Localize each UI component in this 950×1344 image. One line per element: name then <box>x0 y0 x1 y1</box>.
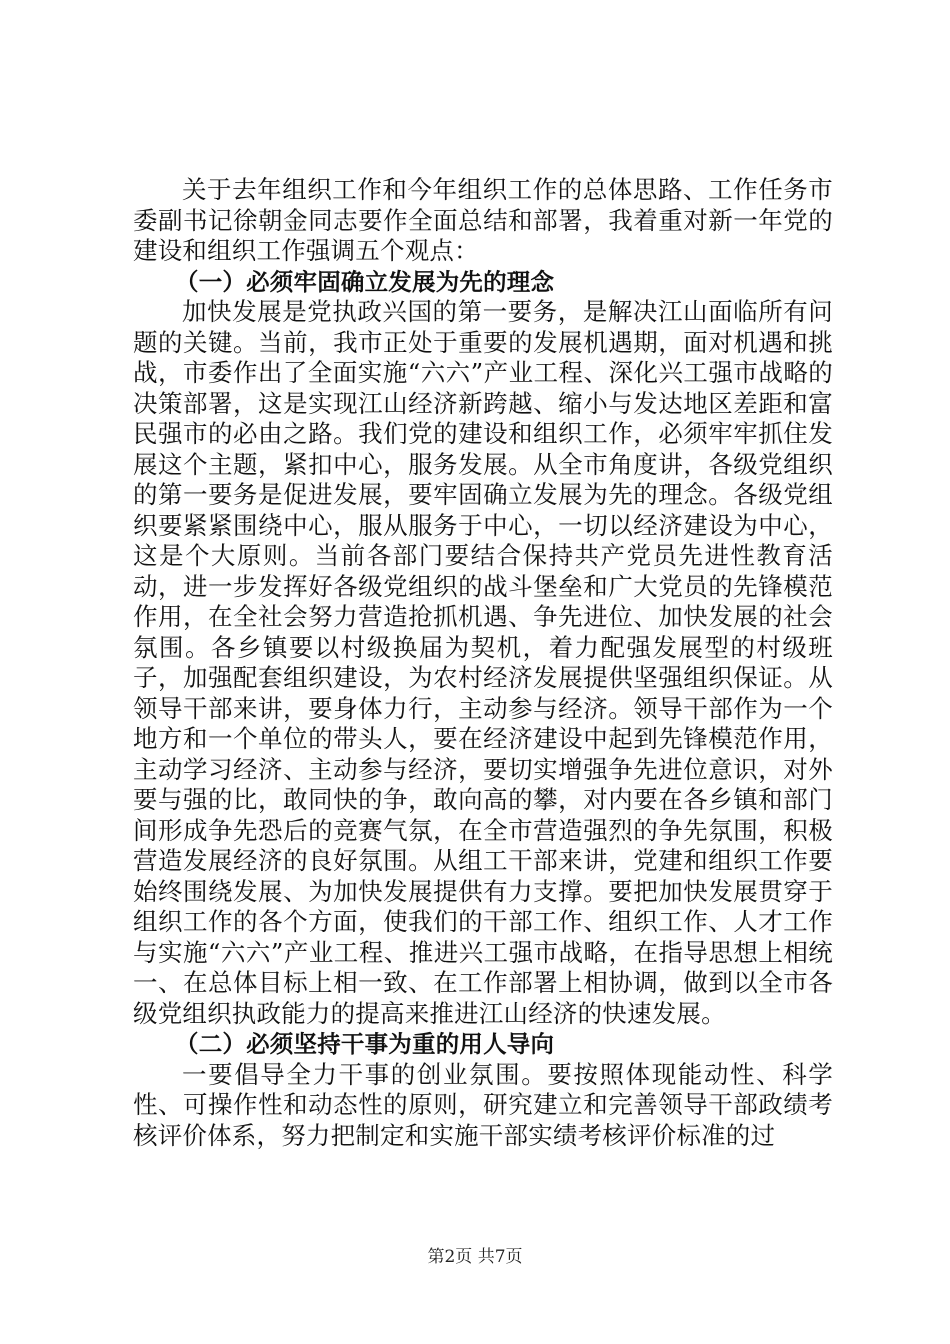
paragraph-section-1: 加快发展是党执政兴国的第一要务，是解决江山面临所有问题的关键。当前，我市正处于重要的发展机遇期，面对机遇和挑战，市委作出了全面实施“六六”产业工程、深化兴工强市战略的决策部署，这是实现江山经济新跨越、缩小与发达地区差距和富民强市的必由之路。我们党的建设和组织工作，必须牢牢抓住发展这个主题，紧扣中心，服务发展。从全市角度讲，各级党组织的第一要务是促进发展，要牢固确立发展为先的理念。各级党组织要紧紧围绕中心，服从服务于中心，一切以经济建设为中心，这是个大原则。当前各部门要结合保持共产党员先进性教育活动，进一步发挥好各级党组织的战斗堡垒和广大党员的先锋模范作用，在全社会努力营造抢抓机遇、争先进位、加快发展的社会氛围。各乡镇要以村级换届为契机，着力配强发展型的村级班子，加强配套组织建设，为农村经济发展提供坚强组织保证。从领导干部来讲，要身体力行，主动参与经济。领导干部作为一个地方和一个单位的带头人，要在经济建设中起到先锋模范作用，主动学习经济、主动参与经济，要切实增强争先进位意识，对外要与强的比，敢同快的争，敢向高的攀，对内要在各乡镇和部门间形成争先恐后的竞赛气氛，在全市营造强烈的争先氛围，积极营造发展经济的良好氛围。从组工干部来讲，党建和组织工作要始终围绕发展、为加快发展提供有力支撑。要把加快发展贯穿于组织工作的各个方面，使我们的干部工作、组织工作、人才工作与实施“六六”产业工程、推进兴工强市战略，在指导思想上相统一、在总体目标上相一致、在工作部署上相协调，做到以全市各级党组织执政能力的提高来推进江山经济的快速发展。 <box>133 297 833 1028</box>
paragraph-section-2: 一要倡导全力干事的创业氛围。要按照体现能动性、科学性、可操作性和动态性的原则，研究建立和完善领导干部政绩考核评价体系，努力把制定和实施干部实绩考核评价标准的过 <box>133 1059 833 1150</box>
document-body <box>133 175 833 1151</box>
section-heading-1: （一）必须牢固确立发展为先的理念 <box>175 267 555 296</box>
section-heading-2: （二）必须坚持干事为重的用人导向 <box>175 1030 555 1058</box>
page-footer: 第2页 共7页 <box>427 1247 523 1267</box>
paragraph-intro: 关于去年组织工作和今年组织工作的总体思路、工作任务市委副书记徐朝金同志要作全面总结和部署，我着重对新一年党的建设和组织工作强调五个观点： <box>133 175 833 265</box>
